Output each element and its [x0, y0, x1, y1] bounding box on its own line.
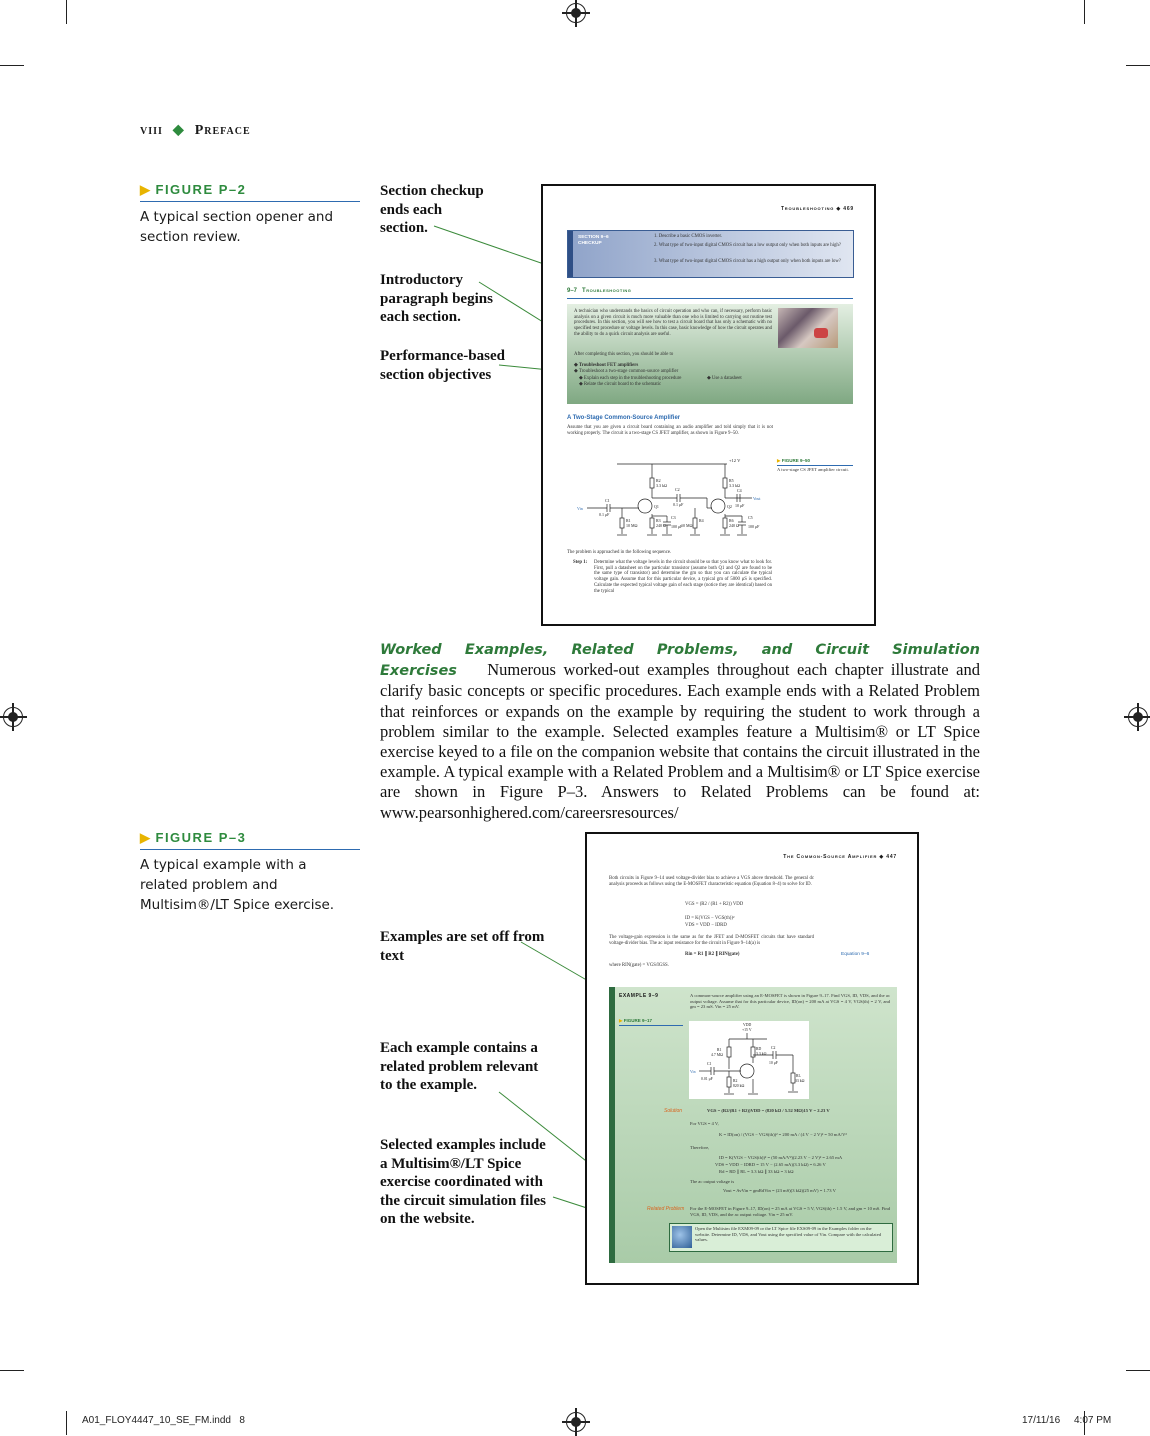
diamond-icon: ◆	[172, 123, 185, 138]
circuit-label: C4	[737, 488, 742, 493]
circuit-label: 240 Ω	[656, 523, 666, 528]
solution-label: Solution	[664, 1108, 683, 1114]
circuit-label: C1	[707, 1062, 712, 1066]
figure-rule	[140, 849, 360, 850]
multisim-box	[669, 1223, 893, 1252]
after-figure-text: The problem is approached in the following sequence.	[567, 550, 672, 555]
circuit-label: 820 kΩ	[733, 1084, 745, 1088]
callout-section-checkup: Section checkup ends each section.	[380, 183, 484, 236]
objective-item: ◆ Troubleshoot a two-stage common-source amplifier	[574, 369, 679, 374]
section-name: Preface	[194, 123, 251, 138]
equation: ID = K(VGS − VGS(th))²	[685, 916, 735, 921]
where-text: where RIN(gate) = VGS/IGSS.	[609, 963, 669, 968]
circuit-label: VDD	[743, 1023, 752, 1027]
circuit-label: R2	[656, 478, 661, 483]
circuit-label: C1	[605, 498, 610, 503]
figure-p2-page-thumbnail	[541, 184, 876, 626]
callout-intro-paragraph: Introductory paragraph begins each section.	[380, 272, 493, 325]
example-text: A common-source amplifier using an E-MOSFET is shown in Figure 9–17. Find VGS, ID, VDS, and the ac output voltage. Assume that for this particular device, ID(on) = 200 mA at VGS = 4 V, VGS(th) = 2 V, and gm = 23 mS. Vin = 25 mV.	[690, 993, 890, 1009]
page-number: viii	[140, 123, 163, 138]
photo-detail	[814, 328, 828, 338]
callout-multisim: Selected examples include a Multisim®/LT Spice exercise coordinated with the circuit simulation files on the website.	[380, 1137, 546, 1227]
objective-item: ◆ Relate the circuit board to the schematic	[579, 382, 662, 387]
callout-objectives: Performance-based section objectives	[380, 348, 505, 383]
circuit-label: Vout	[753, 496, 761, 501]
related-problem-label: Related Problem	[647, 1206, 685, 1212]
equation: VDS = VDD − IDRD	[685, 923, 727, 928]
circuit-label: 0.1 μF	[673, 502, 684, 507]
thumb-figure-caption: A two-stage CS JFET amplifier circuit.	[777, 467, 849, 472]
section-intro-box	[567, 304, 853, 404]
section-title: 9–7 Troubleshooting	[567, 288, 632, 294]
circuit-label: R4	[699, 518, 704, 523]
solution-line: Therefore,	[690, 1145, 710, 1150]
circuit-label: 100 μF	[748, 524, 760, 529]
circuit-label: R1	[717, 1048, 722, 1052]
step-label: Step 1:	[573, 560, 588, 565]
triangle-icon: ▶	[140, 182, 152, 197]
callout-related-problem: Each example contains a related problem relevant to the example.	[380, 1040, 539, 1093]
section-rule	[567, 298, 853, 299]
circuit-label: 10 MΩ	[626, 523, 638, 528]
objective-item: ◆ Use a datasheet	[707, 376, 742, 381]
intro-photo	[778, 308, 838, 348]
thumb-running-head: Troubleshooting ◆ 469	[780, 206, 854, 212]
example-figure-label: ▶ FIGURE 9–17	[619, 1018, 652, 1023]
intro-paragraph: A technician who understands the basics of circuit operation and who can, if necessary, perform basic analysis on a given circuit is much more valuable than one who is limited to carrying out routine test procedures. In this section, you will see how to test a circuit board that has only a schematic with no specified test procedure or voltage levels. In this case, basic knowledge of how the circuit operates and the ability to do a quick circuit analysis are useful.	[574, 309, 772, 337]
objective-item: ◆ Explain each step in the troubleshooting procedure	[579, 376, 682, 381]
circuit-label: C3	[671, 515, 676, 520]
circuit-label: 240 Ω	[729, 523, 739, 528]
circuit-label: 0.1 μF	[599, 512, 610, 517]
solution-line: ID = K(VGS − VGS(th))² = (50 mA/V²)(2.23 V − 2 V)² = 2.65 mA	[719, 1155, 843, 1160]
footer-time: 4:07 PM	[1074, 1415, 1112, 1426]
related-problem-text: For the E-MOSFET in Figure 9–17, ID(on) = 25 mA at VGS = 5 V, VGS(th) = 1.5 V, and gm = 10 mS. Find VGS, ID, VDS, and the ac output voltage. Vin = 25 mV.	[690, 1206, 890, 1217]
rin-equation: Rin = R1 ∥ R2 ∥ RIN(gate)	[685, 952, 740, 957]
triangle-icon: ▶	[140, 830, 152, 845]
solution-line: Vout = AvVin = gmRdVin = (23 mS)(3 kΩ)(25 mV) = 1.73 V	[723, 1188, 836, 1193]
circuit-label: 3.3 kΩ	[756, 1052, 767, 1056]
body-paragraph	[380, 639, 980, 823]
circuit-label: +15 V	[742, 1028, 752, 1032]
circuit-label: C5	[748, 515, 753, 520]
checkup-item: 2. What type of two-input digital CMOS circuit has a low output only when both inputs are high?	[654, 243, 841, 248]
example-label: EXAMPLE 9–9	[619, 993, 659, 999]
callout-examples-setoff: Examples are set off from text	[380, 929, 545, 964]
circuit-label: 10 μF	[735, 503, 745, 508]
footer-file: A01_FLOY4447_10_SE_FM.indd 8	[82, 1415, 245, 1426]
circuit-label: 3.3 kΩ	[729, 483, 740, 488]
figure-label: ▶ FIGURE P–2	[140, 182, 247, 197]
equation: VGS = (R2 / (R1 + R2)) VDD	[685, 902, 744, 907]
checkup-title: SECTION 9–6 CHECKUP	[578, 235, 609, 247]
intro-text: Both circuits in Figure 9–14 used voltage-divider bias to achieve a VGS above threshold. The general dc analysis proceeds as follows using the E-MOSFET characteristic equation (Equation 8–4) to solve for ID.	[609, 876, 814, 887]
solution-line: Rd = RD ∥ RL = 3.3 kΩ ∥ 33 kΩ = 3 kΩ	[719, 1169, 794, 1174]
thumb-figure-rule	[777, 465, 853, 466]
solution-line: VDS = VDD − IDRD = 15 V − (2.65 mA)(3.3 kΩ) = 6.26 V	[715, 1162, 826, 1167]
circuit-label: C2	[771, 1046, 776, 1050]
objective-item: ◆ Troubleshoot FET amplifiers	[574, 363, 639, 368]
example-box	[609, 987, 897, 1263]
circuit-label: R6	[729, 518, 734, 523]
gain-text: The voltage-gain expression is the same as for the JFET and D-MOSFET circuits that have standard voltage-divider bias. The ac input resistance for the circuit in Figure 9–14(a) is	[609, 935, 814, 946]
multisim-icon	[672, 1226, 692, 1248]
circuit-label: +12 V	[729, 458, 741, 463]
circuit-label: R2	[733, 1079, 738, 1083]
solution-line: For VGS = 4 V,	[690, 1121, 719, 1126]
figure-p3-caption-block	[140, 830, 360, 915]
circuit-label: 10 MΩ	[681, 523, 693, 528]
objectives-intro: After completing this section, you should be able to	[574, 352, 674, 357]
example-figure-rule	[619, 1025, 683, 1026]
circuit-label: 10 μF	[769, 1061, 778, 1065]
figure-p3-page-thumbnail	[585, 832, 919, 1285]
circuit-label: 100 μF	[671, 524, 683, 529]
checkup-stripe	[568, 231, 573, 277]
paragraph-text: Numerous worked-out examples throughout each chapter illustrate and clarify basic concepts or specific procedures. Each example ends with a Related Problem that reinforces or expands on the example by requiring the student to work through a problem similar to the example. Selected examples feature a Multisim® or LT Spice exercise keyed to a file on the companion website that contains the circuit illustrated in the example. A typical example with a Related Problem and a Multisim® or LT Spice exercise are shown in Figure P–3. Answers to Related Problems can be found at: www.pearsonhighered.com/careersresources/	[380, 660, 981, 822]
equation-tag: Equation 9–6	[841, 952, 870, 957]
subhead-paragraph: Assume that you are given a circuit board containing an audio amplifier and told simply that it is not working properly. The circuit is a two-stage CS JFET amplifier, as shown in Figure 9–50.	[567, 425, 773, 436]
paragraph-lead: Worked Examples, Related Problems, and Circuit Simulation Exercises	[380, 642, 980, 680]
thumb-figure-label: ▶ FIGURE 9–50	[777, 458, 810, 463]
solution-line: VGS = (R2/(R1 + R2))VDD = (820 kΩ / 5.52 MΩ)15 V = 2.23 V	[707, 1108, 830, 1113]
circuit-label: Q2	[727, 504, 732, 509]
circuit-label: 0.01 μF	[701, 1077, 713, 1081]
checkup-item: 3. What type of two-input digital CMOS circuit has a high output only when both inputs are low?	[654, 259, 841, 264]
circuit-label: 33 kΩ	[795, 1079, 805, 1083]
example-stripe	[609, 987, 615, 1263]
solution-line: The ac output voltage is	[690, 1179, 735, 1184]
circuit-label: Q1	[654, 504, 659, 509]
jfet-circuit-diagram	[577, 456, 767, 538]
circuit-label: R5	[729, 478, 734, 483]
circuit-label: 4.7 MΩ	[711, 1053, 723, 1057]
subhead: A Two-Stage Common-Source Amplifier	[567, 415, 681, 421]
circuit-label: RL	[796, 1074, 801, 1078]
checkup-item: 1. Describe a basic CMOS inverter.	[654, 234, 723, 239]
circuit-label: Vin	[690, 1070, 696, 1074]
circuit-label: C2	[675, 487, 680, 492]
thumb-running-head: The Common-Source Amplifier ◆ 447	[783, 854, 897, 860]
footer-date: 17/11/16	[1022, 1415, 1061, 1426]
step-text: Determine what the voltage levels in the circuit should be so that you know what to look for. First, pull a datasheet on the particular transistor (assume both Q1 and Q2 are found to be the same type of transistor) and determine the gm so that you can calculate the typical voltage gain. Assume that for this particular device, a typical gm of 5000 μS is specified. Calculate the expected typical voltage gain of each stage (notice they are identical) based on the typical	[594, 560, 772, 594]
multisim-text: Open the Multisim file EXM09-09 or the LT Spice file EXS09-09 in the Examples folder on the website. Determine ID, VDS, and Vout using the specified value of Vin. Compare with the calculated values.	[695, 1226, 882, 1242]
circuit-label: R1	[626, 518, 631, 523]
emosfet-circuit-diagram	[689, 1021, 809, 1099]
figure-caption: A typical example with a related problem and Multisim®/LT Spice exercise.	[140, 857, 335, 913]
solution-line: K = ID(on) / (VGS − VGS(th))² = 200 mA / (4 V − 2 V)² = 50 mA/V²	[719, 1132, 847, 1137]
circuit-label: Vin	[577, 506, 583, 511]
circuit-label: RD	[756, 1047, 762, 1051]
figure-caption: A typical section opener and section review.	[140, 209, 334, 245]
circuit-label: R3	[656, 518, 661, 523]
section-checkup-box	[567, 230, 854, 278]
figure-label: ▶ FIGURE P–3	[140, 830, 247, 845]
circuit-label: 3.3 kΩ	[656, 483, 667, 488]
